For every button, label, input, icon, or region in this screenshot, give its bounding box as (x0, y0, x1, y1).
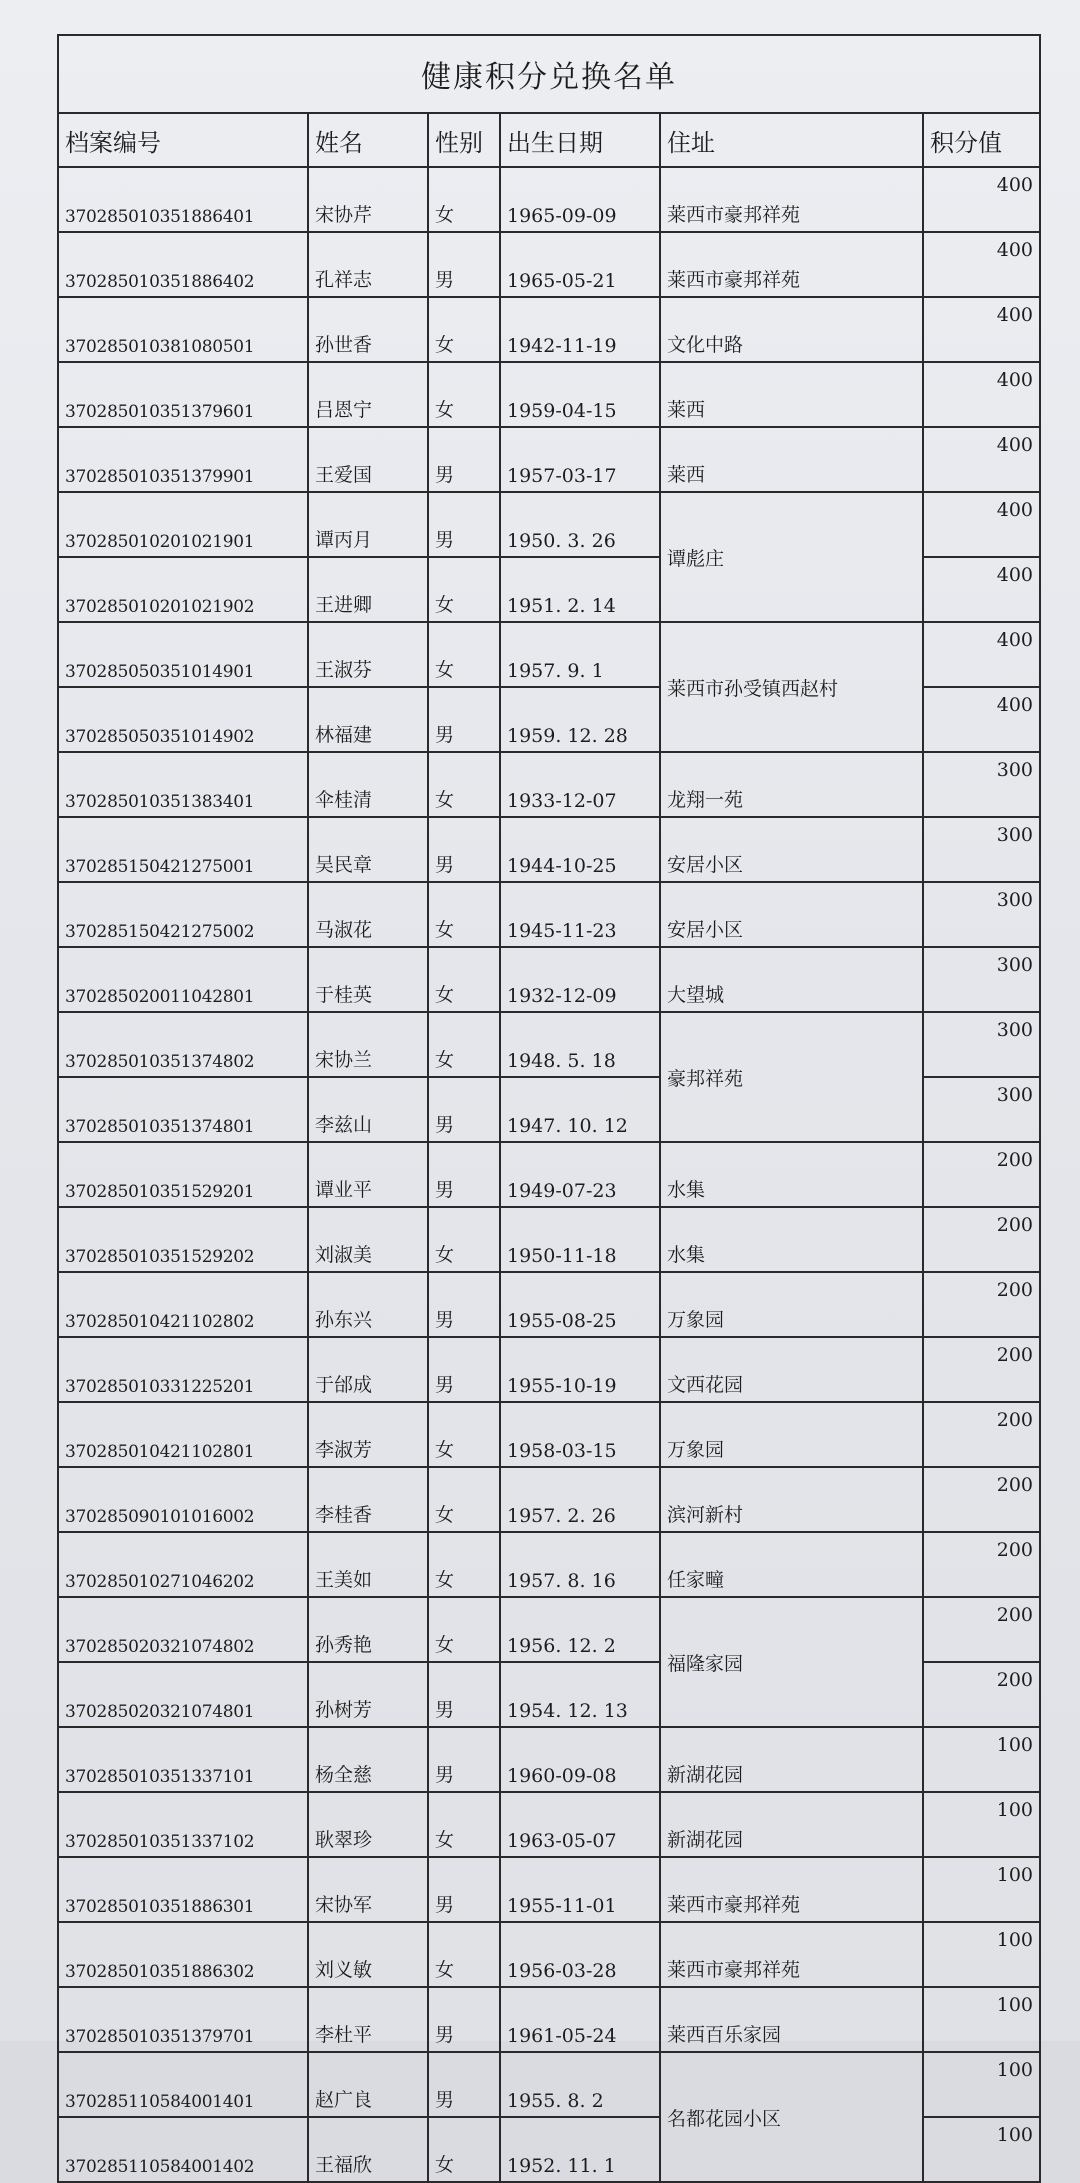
gender-cell: 女 (428, 1922, 500, 1987)
address-cell: 水集 (660, 1142, 923, 1207)
address-cell: 龙翔一苑 (660, 752, 923, 817)
table-row (58, 427, 1040, 492)
address-cell: 新湖花园 (660, 1727, 923, 1792)
birthdate-cell: 1963-05-07 (500, 1792, 660, 1857)
gender-cell: 女 (428, 167, 500, 232)
birthdate-cell: 1954. 12. 13 (500, 1662, 660, 1727)
record-id-cell: 370285090101016002 (58, 1467, 308, 1532)
birthdate-cell: 1957. 9. 1 (500, 622, 660, 687)
birthdate-cell: 1951. 2. 14 (500, 557, 660, 622)
address-cell: 莱西市豪邦祥苑 (660, 232, 923, 297)
points-cell: 200 (923, 1272, 1040, 1337)
birthdate-cell: 1956. 12. 2 (500, 1597, 660, 1662)
birthdate-cell: 1956-03-28 (500, 1922, 660, 1987)
gender-cell: 男 (428, 1987, 500, 2052)
birthdate-cell: 1955-08-25 (500, 1272, 660, 1337)
table-row (58, 1402, 1040, 1467)
address-cell: 文化中路 (660, 297, 923, 362)
name-cell: 李兹山 (308, 1077, 428, 1142)
gender-cell: 男 (428, 1727, 500, 1792)
gender-cell: 男 (428, 1077, 500, 1142)
table-row (58, 1922, 1040, 1987)
table-row (58, 1207, 1040, 1272)
record-id-cell: 370285010351529202 (58, 1207, 308, 1272)
birthdate-cell: 1932-12-09 (500, 947, 660, 1012)
points-cell: 400 (923, 427, 1040, 492)
points-cell: 200 (923, 1402, 1040, 1467)
name-cell: 王美如 (308, 1532, 428, 1597)
record-id-cell: 370285010351529201 (58, 1142, 308, 1207)
name-cell: 赵广良 (308, 2052, 428, 2117)
points-cell: 300 (923, 947, 1040, 1012)
birthdate-cell: 1959. 12. 28 (500, 687, 660, 752)
record-id-cell: 370285010271046202 (58, 1532, 308, 1597)
record-id-cell: 370285150421275002 (58, 882, 308, 947)
column-header-birthdate: 出生日期 (500, 113, 660, 167)
record-id-cell: 370285010201021901 (58, 492, 308, 557)
birthdate-cell: 1944-10-25 (500, 817, 660, 882)
address-cell: 水集 (660, 1207, 923, 1272)
name-cell: 于桂英 (308, 947, 428, 1012)
gender-cell: 女 (428, 1012, 500, 1077)
table-row (58, 362, 1040, 427)
points-cell: 200 (923, 1467, 1040, 1532)
record-id-cell: 370285010351337102 (58, 1792, 308, 1857)
gender-cell: 女 (428, 882, 500, 947)
address-cell: 莱西百乐家园 (660, 1987, 923, 2052)
table-row (58, 817, 1040, 882)
birthdate-cell: 1947. 10. 12 (500, 1077, 660, 1142)
gender-cell: 女 (428, 1467, 500, 1532)
table-row (58, 167, 1040, 232)
points-cell: 300 (923, 1012, 1040, 1077)
name-cell: 宋协兰 (308, 1012, 428, 1077)
table-row (58, 1272, 1040, 1337)
record-id-cell: 370285010351379701 (58, 1987, 308, 2052)
gender-cell: 女 (428, 2117, 500, 2182)
table-row (58, 297, 1040, 362)
table-row (58, 882, 1040, 947)
gender-cell: 男 (428, 817, 500, 882)
gender-cell: 男 (428, 687, 500, 752)
address-cell: 福隆家园 (660, 1597, 923, 1727)
birthdate-cell: 1961-05-24 (500, 1987, 660, 2052)
points-cell: 200 (923, 1532, 1040, 1597)
table-row (58, 1467, 1040, 1532)
record-id-cell: 370285050351014902 (58, 687, 308, 752)
points-cell: 200 (923, 1142, 1040, 1207)
record-id-cell: 370285010351337101 (58, 1727, 308, 1792)
address-cell: 任家疃 (660, 1532, 923, 1597)
birthdate-cell: 1965-09-09 (500, 167, 660, 232)
birthdate-cell: 1950-11-18 (500, 1207, 660, 1272)
table-row (58, 752, 1040, 817)
points-cell: 100 (923, 1727, 1040, 1792)
record-id-cell: 370285010351886401 (58, 167, 308, 232)
name-cell: 耿翠珍 (308, 1792, 428, 1857)
name-cell: 王淑芬 (308, 622, 428, 687)
table-row (58, 492, 1040, 557)
name-cell: 孙东兴 (308, 1272, 428, 1337)
record-id-cell: 370285110584001401 (58, 2052, 308, 2117)
address-cell: 滨河新村 (660, 1467, 923, 1532)
address-cell: 谭彪庄 (660, 492, 923, 622)
table-row (58, 1727, 1040, 1792)
record-id-cell: 370285020321074802 (58, 1597, 308, 1662)
points-cell: 300 (923, 817, 1040, 882)
name-cell: 刘淑美 (308, 1207, 428, 1272)
name-cell: 李淑芳 (308, 1402, 428, 1467)
name-cell: 宋协芹 (308, 167, 428, 232)
gender-cell: 女 (428, 297, 500, 362)
table-row (58, 1857, 1040, 1922)
gender-cell: 男 (428, 1857, 500, 1922)
table-row (58, 1142, 1040, 1207)
record-id-cell: 370285110584001402 (58, 2117, 308, 2182)
name-cell: 孙世香 (308, 297, 428, 362)
record-id-cell: 370285010351379901 (58, 427, 308, 492)
exchange-list-table (57, 34, 1041, 2183)
points-cell: 400 (923, 622, 1040, 687)
name-cell: 孔祥志 (308, 232, 428, 297)
points-cell: 200 (923, 1337, 1040, 1402)
name-cell: 孙树芳 (308, 1662, 428, 1727)
gender-cell: 女 (428, 1792, 500, 1857)
address-cell: 安居小区 (660, 817, 923, 882)
points-cell: 300 (923, 1077, 1040, 1142)
name-cell: 杨全慈 (308, 1727, 428, 1792)
table-row (58, 947, 1040, 1012)
points-cell: 200 (923, 1662, 1040, 1727)
points-cell: 300 (923, 752, 1040, 817)
name-cell: 谭业平 (308, 1142, 428, 1207)
address-cell: 莱西市豪邦祥苑 (660, 1857, 923, 1922)
name-cell: 于邰成 (308, 1337, 428, 1402)
name-cell: 林福建 (308, 687, 428, 752)
address-cell: 大望城 (660, 947, 923, 1012)
record-id-cell: 370285010351379601 (58, 362, 308, 427)
gender-cell: 女 (428, 362, 500, 427)
address-cell: 万象园 (660, 1272, 923, 1337)
column-header-gender: 性别 (428, 113, 500, 167)
points-cell: 100 (923, 2117, 1040, 2182)
gender-cell: 男 (428, 1142, 500, 1207)
gender-cell: 女 (428, 947, 500, 1012)
points-cell: 100 (923, 1857, 1040, 1922)
address-cell: 万象园 (660, 1402, 923, 1467)
address-cell: 名都花园小区 (660, 2052, 923, 2182)
name-cell: 王福欣 (308, 2117, 428, 2182)
record-id-cell: 370285010351374802 (58, 1012, 308, 1077)
points-cell: 200 (923, 1597, 1040, 1662)
name-cell: 王进卿 (308, 557, 428, 622)
address-cell: 莱西市孙受镇西赵村 (660, 622, 923, 752)
record-id-cell: 370285010351374801 (58, 1077, 308, 1142)
record-id-cell: 370285010351886302 (58, 1922, 308, 1987)
points-cell: 100 (923, 1792, 1040, 1857)
table-row (58, 1792, 1040, 1857)
points-cell: 100 (923, 1987, 1040, 2052)
record-id-cell: 370285150421275001 (58, 817, 308, 882)
address-cell: 新湖花园 (660, 1792, 923, 1857)
record-id-cell: 370285010201021902 (58, 557, 308, 622)
table-row (58, 622, 1040, 687)
birthdate-cell: 1950. 3. 26 (500, 492, 660, 557)
table-row (58, 232, 1040, 297)
record-id-cell: 370285010351886402 (58, 232, 308, 297)
birthdate-cell: 1957. 8. 16 (500, 1532, 660, 1597)
birthdate-cell: 1960-09-08 (500, 1727, 660, 1792)
birthdate-cell: 1948. 5. 18 (500, 1012, 660, 1077)
birthdate-cell: 1958-03-15 (500, 1402, 660, 1467)
birthdate-cell: 1955-11-01 (500, 1857, 660, 1922)
points-cell: 400 (923, 687, 1040, 752)
points-cell: 400 (923, 557, 1040, 622)
name-cell: 王爱国 (308, 427, 428, 492)
gender-cell: 男 (428, 1337, 500, 1402)
table-row (58, 1597, 1040, 1662)
column-header-id: 档案编号 (58, 113, 308, 167)
column-header-address: 住址 (660, 113, 923, 167)
points-cell: 100 (923, 1922, 1040, 1987)
name-cell: 孙秀艳 (308, 1597, 428, 1662)
record-id-cell: 370285020321074801 (58, 1662, 308, 1727)
record-id-cell: 370285010351383401 (58, 752, 308, 817)
address-cell: 安居小区 (660, 882, 923, 947)
column-header-name: 姓名 (308, 113, 428, 167)
record-id-cell: 370285010351886301 (58, 1857, 308, 1922)
address-cell: 莱西 (660, 427, 923, 492)
gender-cell: 男 (428, 2052, 500, 2117)
name-cell: 李桂香 (308, 1467, 428, 1532)
table-row (58, 1532, 1040, 1597)
birthdate-cell: 1933-12-07 (500, 752, 660, 817)
birthdate-cell: 1945-11-23 (500, 882, 660, 947)
gender-cell: 女 (428, 1532, 500, 1597)
header-row (58, 113, 1040, 167)
birthdate-cell: 1949-07-23 (500, 1142, 660, 1207)
address-cell: 莱西市豪邦祥苑 (660, 1922, 923, 1987)
points-cell: 400 (923, 362, 1040, 427)
gender-cell: 女 (428, 1402, 500, 1467)
name-cell: 刘义敏 (308, 1922, 428, 1987)
page-title: 健康积分兑换名单 (58, 35, 1040, 113)
points-cell: 300 (923, 882, 1040, 947)
address-cell: 莱西 (660, 362, 923, 427)
points-cell: 400 (923, 167, 1040, 232)
record-id-cell: 370285010381080501 (58, 297, 308, 362)
points-cell: 100 (923, 2052, 1040, 2117)
address-cell: 文西花园 (660, 1337, 923, 1402)
gender-cell: 男 (428, 1272, 500, 1337)
table-row (58, 1987, 1040, 2052)
table-row (58, 1337, 1040, 1402)
gender-cell: 女 (428, 622, 500, 687)
gender-cell: 女 (428, 1597, 500, 1662)
gender-cell: 男 (428, 1662, 500, 1727)
record-id-cell: 370285020011042801 (58, 947, 308, 1012)
birthdate-cell: 1959-04-15 (500, 362, 660, 427)
points-cell: 200 (923, 1207, 1040, 1272)
record-id-cell: 370285010421102801 (58, 1402, 308, 1467)
gender-cell: 男 (428, 232, 500, 297)
points-cell: 400 (923, 297, 1040, 362)
address-cell: 豪邦祥苑 (660, 1012, 923, 1142)
birthdate-cell: 1955. 8. 2 (500, 2052, 660, 2117)
table-row (58, 2052, 1040, 2117)
birthdate-cell: 1952. 11. 1 (500, 2117, 660, 2182)
birthdate-cell: 1955-10-19 (500, 1337, 660, 1402)
record-id-cell: 370285010421102802 (58, 1272, 308, 1337)
name-cell: 李杜平 (308, 1987, 428, 2052)
table-row (58, 1012, 1040, 1077)
column-header-points: 积分值 (923, 113, 1040, 167)
gender-cell: 女 (428, 557, 500, 622)
name-cell: 吴民章 (308, 817, 428, 882)
birthdate-cell: 1942-11-19 (500, 297, 660, 362)
record-id-cell: 370285010331225201 (58, 1337, 308, 1402)
points-cell: 400 (923, 492, 1040, 557)
gender-cell: 男 (428, 492, 500, 557)
birthdate-cell: 1965-05-21 (500, 232, 660, 297)
name-cell: 马淑花 (308, 882, 428, 947)
birthdate-cell: 1957-03-17 (500, 427, 660, 492)
gender-cell: 女 (428, 1207, 500, 1272)
gender-cell: 男 (428, 427, 500, 492)
record-id-cell: 370285050351014901 (58, 622, 308, 687)
points-cell: 400 (923, 232, 1040, 297)
birthdate-cell: 1957. 2. 26 (500, 1467, 660, 1532)
name-cell: 宋协军 (308, 1857, 428, 1922)
gender-cell: 女 (428, 752, 500, 817)
name-cell: 伞桂清 (308, 752, 428, 817)
name-cell: 谭丙月 (308, 492, 428, 557)
name-cell: 吕恩宁 (308, 362, 428, 427)
address-cell: 莱西市豪邦祥苑 (660, 167, 923, 232)
